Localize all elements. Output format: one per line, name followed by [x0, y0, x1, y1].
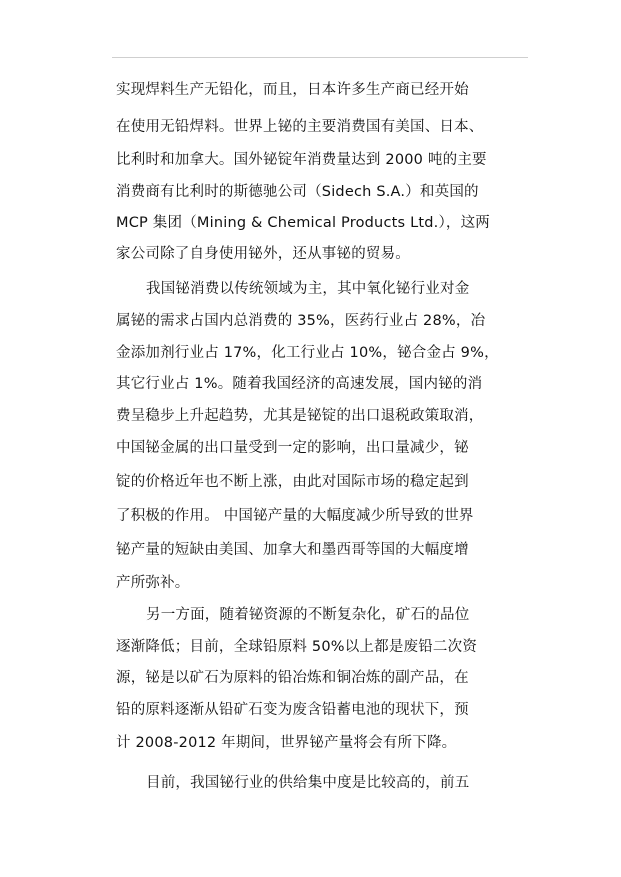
text-line: 目前，我国铋行业的供给集中度是比较高的，前五: [146, 775, 470, 791]
text-line: 锭的价格近年也不断上涨，由此对国际市场的稳定起到: [116, 474, 469, 490]
text-line: 比利时和加拿大。国外铋锭年消费量达到 2000 吨的主要: [116, 152, 487, 168]
text-line: 消费商有比利时的斯德驰公司（Sidech S.A.）和英国的: [116, 184, 479, 200]
text-line: 家公司除了自身使用铋外，还从事铋的贸易。: [116, 246, 410, 262]
text-line: 其它行业占 1%。随着我国经济的高速发展，国内铋的消: [116, 376, 483, 392]
text-line: 逐渐降低；目前，全球铅原料 50%以上都是废铅二次资: [116, 639, 478, 655]
text-line: 在使用无铅焊料。世界上铋的主要消费国有美国、日本、: [116, 119, 484, 135]
text-line: 属铋的需求占国内总消费的 35%，医药行业占 28%，冶: [116, 313, 486, 329]
text-line: 费呈稳步上升起趋势，尤其是铋锭的出口退税政策取消，: [116, 408, 484, 424]
text-line: 实现焊料生产无铅化，而且，日本许多生产商已经开始: [116, 82, 469, 98]
header-rule: [112, 57, 528, 58]
text-line: 了积极的作用。 中国铋产量的大幅度减少所导致的世界: [116, 508, 474, 524]
text-line: 源，铋是以矿石为原料的铅冶炼和铜冶炼的副产品，在: [116, 670, 469, 686]
text-line: MCP 集团（Mining & Chemical Products Ltd.），这两: [116, 215, 490, 231]
text-line: 铅的原料逐渐从铅矿石变为废含铅蓄电池的现状下，预: [116, 702, 469, 718]
text-line: 产所弥补。: [116, 575, 190, 591]
text-line: 中国铋金属的出口量受到一定的影响，出口量减少，铋: [116, 440, 469, 456]
text-line: 另一方面，随着铋资源的不断复杂化，矿石的品位: [146, 607, 470, 623]
text-line: 金添加剂行业占 17%，化工行业占 10%，铋合金占 9%，: [116, 345, 499, 361]
text-line: 铋产量的短缺由美国、加拿大和墨西哥等国的大幅度增: [116, 542, 469, 558]
text-line: 计 2008-2012 年期间，世界铋产量将会有所下降。: [116, 735, 457, 751]
text-line: 我国铋消费以传统领域为主，其中氧化铋行业对金: [146, 281, 470, 297]
